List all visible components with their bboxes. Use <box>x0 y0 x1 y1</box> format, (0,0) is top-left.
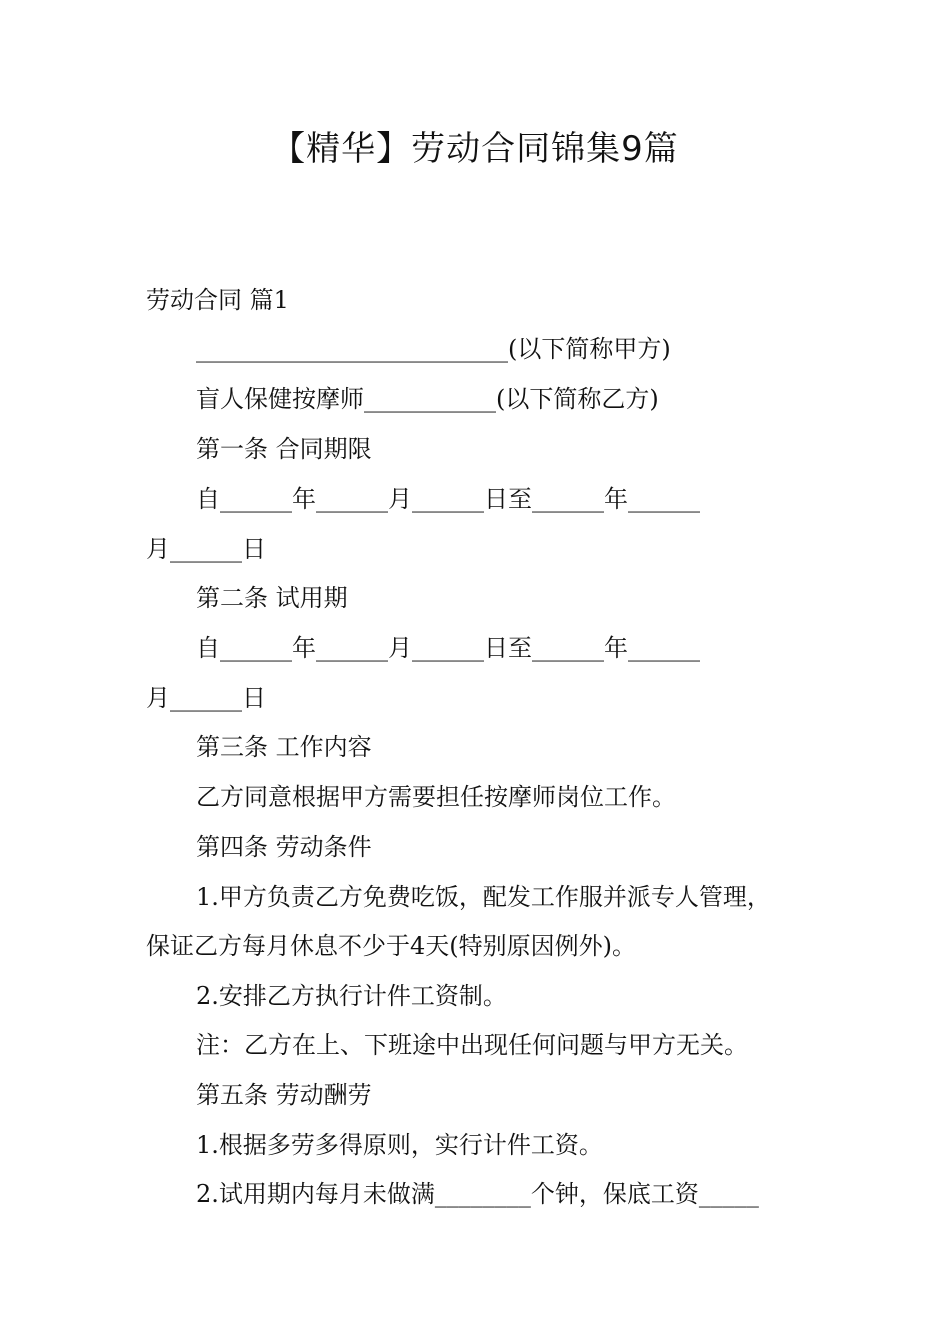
work-content-paragraph: 乙方同意根据甲方需要担任按摩师岗位工作。 <box>196 783 676 811</box>
party-b-line: 盲人保健按摩师___________(以下简称乙方) <box>196 385 659 413</box>
working-conditions-item-2: 2.安排乙方执行计件工资制。 <box>196 982 507 1010</box>
article-1-heading: 第一条 合同期限 <box>196 435 372 463</box>
article-2-heading: 第二条 试用期 <box>196 584 348 612</box>
remuneration-item-2: 2.试用期内每月未做满________个钟，保底工资_____ <box>196 1180 759 1208</box>
working-conditions-note: 注：乙方在上、下班途中出现任何问题与甲方无关。 <box>196 1031 748 1059</box>
section-heading: 劳动合同 篇1 <box>146 286 289 314</box>
contract-period-line-continued: 月______日 <box>146 535 266 563</box>
article-5-heading: 第五条 劳动酬劳 <box>196 1081 372 1109</box>
article-3-heading: 第三条 工作内容 <box>196 733 372 761</box>
probation-period-line: 自______年______月______日至______年______ <box>196 634 700 662</box>
remuneration-item-1: 1.根据多劳多得原则，实行计件工资。 <box>196 1131 603 1159</box>
probation-period-line-continued: 月______日 <box>146 684 266 712</box>
working-conditions-item-1: 1.甲方负责乙方免费吃饭，配发工作服并派专人管理， <box>196 883 771 911</box>
article-4-heading: 第四条 劳动条件 <box>196 833 372 861</box>
contract-period-line: 自______年______月______日至______年______ <box>196 485 700 513</box>
working-conditions-item-1-continued: 保证乙方每月休息不少于4天(特别原因例外)。 <box>146 932 636 960</box>
party-a-line: __________________________(以下简称甲方) <box>196 335 671 363</box>
document-title: 【精华】劳动合同锦集9篇 <box>271 129 679 169</box>
